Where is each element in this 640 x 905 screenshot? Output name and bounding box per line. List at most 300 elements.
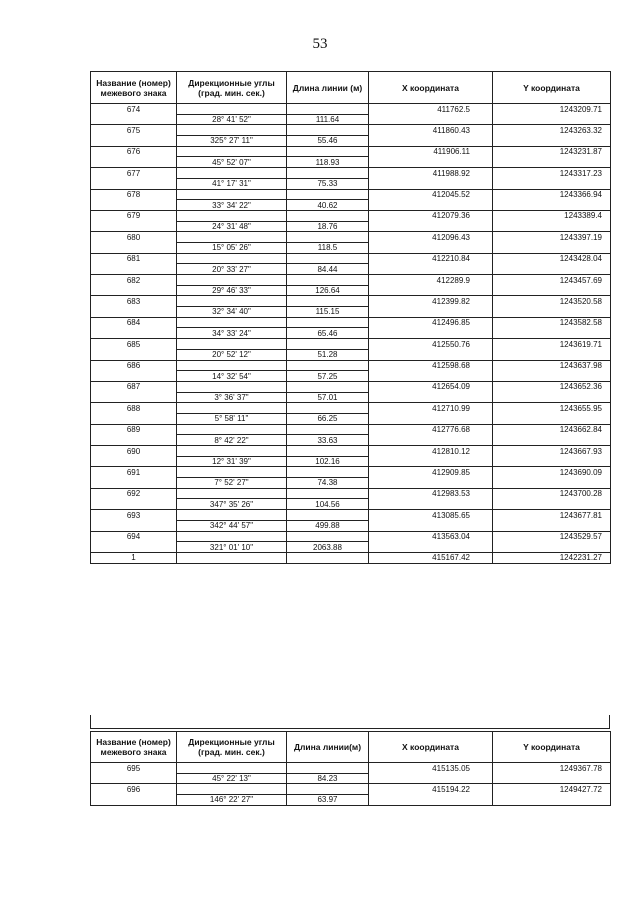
empty-cell (369, 242, 493, 253)
line-length-cell: 118.93 (287, 157, 369, 168)
line-length-cell: 66.25 (287, 413, 369, 424)
empty-cell (369, 157, 493, 168)
empty-cell (287, 510, 369, 521)
mark-row (91, 424, 611, 435)
x-coordinate-cell: 411906.11 (369, 146, 493, 157)
empty-cell (369, 264, 493, 275)
y-coordinate-cell: 1243263.32 (493, 125, 611, 136)
y-coordinate-cell: 1249427.72 (493, 784, 611, 795)
y-coordinate-cell: 1243317.23 (493, 168, 611, 179)
line-length-cell: 51.28 (287, 349, 369, 360)
mark-row (91, 296, 611, 307)
y-coordinate-cell: 1249367.78 (493, 763, 611, 774)
direction-angle-cell: 29° 46' 33" (177, 285, 287, 296)
empty-cell (493, 264, 611, 275)
x-coordinate-cell: 412399.82 (369, 296, 493, 307)
empty-cell (493, 371, 611, 382)
y-coordinate-cell: 1243652.36 (493, 381, 611, 392)
empty-cell (493, 456, 611, 467)
segment-row (91, 795, 611, 806)
x-coordinate-cell: 413085.65 (369, 510, 493, 521)
mark-row (91, 446, 611, 457)
segment-row (91, 328, 611, 339)
empty-cell (91, 178, 177, 189)
segment-row (91, 178, 611, 189)
empty-cell (91, 136, 177, 147)
empty-cell (177, 168, 287, 179)
empty-cell (369, 371, 493, 382)
empty-cell (493, 413, 611, 424)
empty-cell (369, 795, 493, 806)
y-coordinate-cell: 1243389.4 (493, 210, 611, 221)
mark-row (91, 253, 611, 264)
mark-row (91, 339, 611, 350)
segment-row (91, 542, 611, 553)
mark-row (91, 317, 611, 328)
empty-cell (287, 232, 369, 243)
empty-cell (177, 763, 287, 774)
empty-cell (493, 285, 611, 296)
header-x-coordinate: X координата (369, 72, 493, 104)
mark-name-cell: 680 (91, 232, 177, 243)
direction-angle-cell: 45° 52' 07" (177, 157, 287, 168)
empty-cell (369, 413, 493, 424)
mark-name-cell: 679 (91, 210, 177, 221)
segment-row (91, 371, 611, 382)
empty-cell (177, 424, 287, 435)
header-mark-name: Название (номер) межевого знака (91, 72, 177, 104)
mark-name-cell: 686 (91, 360, 177, 371)
empty-cell (287, 467, 369, 478)
segment-row (91, 499, 611, 510)
empty-cell (493, 200, 611, 211)
y-coordinate-cell: 1243428.04 (493, 253, 611, 264)
empty-cell (493, 773, 611, 784)
table-body (91, 104, 611, 564)
mark-row (91, 146, 611, 157)
empty-cell (91, 456, 177, 467)
direction-angle-cell: 45° 22' 13" (177, 773, 287, 784)
empty-cell (369, 542, 493, 553)
direction-angle-cell: 41° 17' 31" (177, 178, 287, 189)
direction-angle-cell: 33° 34' 22" (177, 200, 287, 211)
line-length-cell: 65.46 (287, 328, 369, 339)
line-length-cell: 75.33 (287, 178, 369, 189)
mark-row (91, 360, 611, 371)
mark-name-cell: 677 (91, 168, 177, 179)
y-coordinate-cell: 1243397.19 (493, 232, 611, 243)
empty-cell (177, 275, 287, 286)
empty-cell (287, 360, 369, 371)
empty-cell (369, 392, 493, 403)
empty-cell (369, 435, 493, 446)
empty-cell (91, 773, 177, 784)
line-length-cell: 115.15 (287, 307, 369, 318)
mark-name-cell: 694 (91, 531, 177, 542)
empty-cell (287, 784, 369, 795)
mark-row (91, 189, 611, 200)
empty-cell (369, 499, 493, 510)
empty-cell (493, 242, 611, 253)
segment-row (91, 242, 611, 253)
header-direction-angle: Дирекционные углы (град. мин. сек.) (177, 732, 287, 763)
mark-name-cell: 691 (91, 467, 177, 478)
x-coordinate-cell: 415194.22 (369, 784, 493, 795)
y-coordinate-cell: 1243637.98 (493, 360, 611, 371)
y-coordinate-cell: 1243655.95 (493, 403, 611, 414)
empty-cell (287, 189, 369, 200)
segment-row (91, 435, 611, 446)
empty-cell (287, 168, 369, 179)
x-coordinate-cell: 411860.43 (369, 125, 493, 136)
empty-cell (493, 157, 611, 168)
empty-cell (369, 307, 493, 318)
segment-row (91, 456, 611, 467)
empty-cell (493, 328, 611, 339)
empty-cell (287, 146, 369, 157)
direction-angle-cell: 7° 52' 27" (177, 478, 287, 489)
y-coordinate-cell: 1243231.87 (493, 146, 611, 157)
line-length-cell: 57.01 (287, 392, 369, 403)
x-coordinate-cell: 412045.52 (369, 189, 493, 200)
empty-cell (369, 456, 493, 467)
direction-angle-cell: 8° 42' 22" (177, 435, 287, 446)
direction-angle-cell: 28° 41' 52" (177, 114, 287, 125)
mark-row (91, 510, 611, 521)
empty-cell (287, 275, 369, 286)
header-y-coordinate: Y координата (493, 732, 611, 763)
mark-name-cell: 692 (91, 488, 177, 499)
y-coordinate-cell: 1243582.58 (493, 317, 611, 328)
table-header-row (91, 72, 611, 104)
empty-cell (91, 200, 177, 211)
line-length-cell: 104.56 (287, 499, 369, 510)
mark-row (91, 552, 611, 563)
boundary-marks-table (90, 71, 611, 564)
y-coordinate-cell: 1243366.94 (493, 189, 611, 200)
y-coordinate-cell: 1243457.69 (493, 275, 611, 286)
y-coordinate-cell: 1243700.28 (493, 488, 611, 499)
y-coordinate-cell: 1242231.27 (493, 552, 611, 563)
empty-cell (369, 773, 493, 784)
y-coordinate-cell: 1243209.71 (493, 104, 611, 115)
empty-cell (287, 531, 369, 542)
segment-row (91, 413, 611, 424)
empty-cell (91, 435, 177, 446)
segment-row (91, 264, 611, 275)
empty-cell (177, 403, 287, 414)
empty-cell (287, 104, 369, 115)
mark-name-cell: 690 (91, 446, 177, 457)
line-length-cell: 33.63 (287, 435, 369, 446)
empty-cell (493, 349, 611, 360)
mark-name-cell: 683 (91, 296, 177, 307)
x-coordinate-cell: 412710.99 (369, 403, 493, 414)
empty-cell (493, 178, 611, 189)
mark-row (91, 784, 611, 795)
y-coordinate-cell: 1243690.09 (493, 467, 611, 478)
x-coordinate-cell: 411988.92 (369, 168, 493, 179)
line-length-cell: 74.38 (287, 478, 369, 489)
mark-name-cell: 688 (91, 403, 177, 414)
empty-cell (493, 542, 611, 553)
empty-cell (177, 552, 287, 563)
segment-row (91, 478, 611, 489)
header-mark-name: Название (номер) межевого знака (91, 732, 177, 763)
table-header-row (91, 732, 611, 763)
segment-row (91, 157, 611, 168)
x-coordinate-cell: 412810.12 (369, 446, 493, 457)
header-line-length: Длина линии(м) (287, 732, 369, 763)
direction-angle-cell: 34° 33' 24" (177, 328, 287, 339)
empty-cell (369, 136, 493, 147)
empty-cell (493, 114, 611, 125)
empty-cell (177, 467, 287, 478)
empty-cell (177, 531, 287, 542)
x-coordinate-cell: 412210.84 (369, 253, 493, 264)
table-gap-row (90, 715, 610, 729)
boundary-marks-table-2 (90, 731, 611, 806)
y-coordinate-cell: 1243677.81 (493, 510, 611, 521)
x-coordinate-cell: 412496.85 (369, 317, 493, 328)
empty-cell (177, 296, 287, 307)
empty-cell (91, 349, 177, 360)
segment-row (91, 114, 611, 125)
direction-angle-cell: 12° 31' 39" (177, 456, 287, 467)
x-coordinate-cell: 412909.85 (369, 467, 493, 478)
empty-cell (287, 446, 369, 457)
x-coordinate-cell: 412654.09 (369, 381, 493, 392)
empty-cell (177, 232, 287, 243)
mark-row (91, 125, 611, 136)
empty-cell (91, 264, 177, 275)
empty-cell (91, 371, 177, 382)
empty-cell (287, 296, 369, 307)
empty-cell (493, 499, 611, 510)
line-length-cell: 102.16 (287, 456, 369, 467)
mark-name-cell: 678 (91, 189, 177, 200)
empty-cell (177, 446, 287, 457)
empty-cell (493, 392, 611, 403)
segment-row (91, 200, 611, 211)
direction-angle-cell: 146° 22' 27" (177, 795, 287, 806)
line-length-cell: 126.64 (287, 285, 369, 296)
empty-cell (287, 253, 369, 264)
mark-name-cell: 1 (91, 552, 177, 563)
header-direction-angle: Дирекционные углы (град. мин. сек.) (177, 72, 287, 104)
empty-cell (287, 763, 369, 774)
empty-cell (177, 253, 287, 264)
x-coordinate-cell: 412079.36 (369, 210, 493, 221)
x-coordinate-cell: 412096.43 (369, 232, 493, 243)
x-coordinate-cell: 411762.5 (369, 104, 493, 115)
mark-name-cell: 693 (91, 510, 177, 521)
direction-angle-cell: 321° 01' 10" (177, 542, 287, 553)
x-coordinate-cell: 415135.05 (369, 763, 493, 774)
empty-cell (177, 510, 287, 521)
empty-cell (287, 552, 369, 563)
mark-row (91, 104, 611, 115)
empty-cell (369, 114, 493, 125)
empty-cell (91, 413, 177, 424)
empty-cell (91, 542, 177, 553)
empty-cell (493, 435, 611, 446)
segment-row (91, 349, 611, 360)
empty-cell (91, 478, 177, 489)
segment-row (91, 136, 611, 147)
empty-cell (177, 360, 287, 371)
direction-angle-cell: 20° 52' 12" (177, 349, 287, 360)
empty-cell (493, 795, 611, 806)
x-coordinate-cell: 415167.42 (369, 552, 493, 563)
empty-cell (287, 125, 369, 136)
empty-cell (287, 403, 369, 414)
x-coordinate-cell: 412983.53 (369, 488, 493, 499)
empty-cell (287, 424, 369, 435)
mark-row (91, 275, 611, 286)
empty-cell (177, 488, 287, 499)
line-length-cell: 84.44 (287, 264, 369, 275)
x-coordinate-cell: 412598.68 (369, 360, 493, 371)
empty-cell (287, 488, 369, 499)
table-body (91, 763, 611, 806)
empty-cell (369, 328, 493, 339)
empty-cell (177, 125, 287, 136)
segment-row (91, 221, 611, 232)
direction-angle-cell: 342° 44' 57" (177, 520, 287, 531)
empty-cell (369, 178, 493, 189)
empty-cell (91, 520, 177, 531)
line-length-cell: 2063.88 (287, 542, 369, 553)
direction-angle-cell: 32° 34' 40" (177, 307, 287, 318)
direction-angle-cell: 20° 33' 27" (177, 264, 287, 275)
empty-cell (287, 339, 369, 350)
direction-angle-cell: 5° 58' 11" (177, 413, 287, 424)
empty-cell (91, 157, 177, 168)
line-length-cell: 111.64 (287, 114, 369, 125)
empty-cell (91, 795, 177, 806)
empty-cell (177, 784, 287, 795)
empty-cell (91, 392, 177, 403)
page-number: 53 (312, 36, 328, 52)
mark-name-cell: 675 (91, 125, 177, 136)
mark-name-cell: 682 (91, 275, 177, 286)
empty-cell (177, 317, 287, 328)
header-y-coordinate: Y координата (493, 72, 611, 104)
mark-name-cell: 681 (91, 253, 177, 264)
mark-row (91, 467, 611, 478)
line-length-cell: 118.5 (287, 242, 369, 253)
empty-cell (177, 210, 287, 221)
direction-angle-cell: 24° 31' 48" (177, 221, 287, 232)
y-coordinate-cell: 1243667.93 (493, 446, 611, 457)
x-coordinate-cell: 412289.9 (369, 275, 493, 286)
mark-name-cell: 687 (91, 381, 177, 392)
empty-cell (177, 339, 287, 350)
empty-cell (177, 189, 287, 200)
direction-angle-cell: 325° 27' 11" (177, 136, 287, 147)
empty-cell (369, 349, 493, 360)
mark-row (91, 403, 611, 414)
line-length-cell: 57.25 (287, 371, 369, 382)
direction-angle-cell: 3° 36' 37" (177, 392, 287, 403)
direction-angle-cell: 15° 05' 26" (177, 242, 287, 253)
empty-cell (287, 381, 369, 392)
line-length-cell: 40.62 (287, 200, 369, 211)
mark-name-cell: 695 (91, 763, 177, 774)
mark-name-cell: 684 (91, 317, 177, 328)
empty-cell (177, 104, 287, 115)
line-length-cell: 84.23 (287, 773, 369, 784)
empty-cell (369, 285, 493, 296)
empty-cell (177, 381, 287, 392)
empty-cell (177, 146, 287, 157)
empty-cell (493, 520, 611, 531)
line-length-cell: 55.46 (287, 136, 369, 147)
segment-row (91, 307, 611, 318)
mark-name-cell: 696 (91, 784, 177, 795)
empty-cell (91, 307, 177, 318)
empty-cell (493, 136, 611, 147)
line-length-cell: 18.76 (287, 221, 369, 232)
direction-angle-cell: 347° 35' 26" (177, 499, 287, 510)
mark-row (91, 531, 611, 542)
header-x-coordinate: X координата (369, 732, 493, 763)
mark-row (91, 210, 611, 221)
mark-name-cell: 674 (91, 104, 177, 115)
empty-cell (91, 221, 177, 232)
empty-cell (91, 114, 177, 125)
empty-cell (91, 285, 177, 296)
y-coordinate-cell: 1243662.84 (493, 424, 611, 435)
segment-row (91, 392, 611, 403)
x-coordinate-cell: 412776.68 (369, 424, 493, 435)
empty-cell (369, 478, 493, 489)
mark-row (91, 488, 611, 499)
empty-cell (493, 478, 611, 489)
mark-row (91, 381, 611, 392)
empty-cell (493, 307, 611, 318)
y-coordinate-cell: 1243520.58 (493, 296, 611, 307)
empty-cell (91, 328, 177, 339)
direction-angle-cell: 14° 32' 54" (177, 371, 287, 382)
empty-cell (91, 242, 177, 253)
empty-cell (493, 221, 611, 232)
mark-row (91, 168, 611, 179)
line-length-cell: 499.88 (287, 520, 369, 531)
empty-cell (287, 210, 369, 221)
mark-name-cell: 689 (91, 424, 177, 435)
empty-cell (287, 317, 369, 328)
mark-row (91, 763, 611, 774)
segment-row (91, 520, 611, 531)
x-coordinate-cell: 413563.04 (369, 531, 493, 542)
mark-name-cell: 685 (91, 339, 177, 350)
y-coordinate-cell: 1243619.71 (493, 339, 611, 350)
empty-cell (91, 499, 177, 510)
empty-cell (369, 200, 493, 211)
mark-row (91, 232, 611, 243)
empty-cell (369, 520, 493, 531)
segment-row (91, 773, 611, 784)
mark-name-cell: 676 (91, 146, 177, 157)
x-coordinate-cell: 412550.76 (369, 339, 493, 350)
segment-row (91, 285, 611, 296)
y-coordinate-cell: 1243529.57 (493, 531, 611, 542)
line-length-cell: 63.97 (287, 795, 369, 806)
header-line-length: Длина линии (м) (287, 72, 369, 104)
empty-cell (369, 221, 493, 232)
